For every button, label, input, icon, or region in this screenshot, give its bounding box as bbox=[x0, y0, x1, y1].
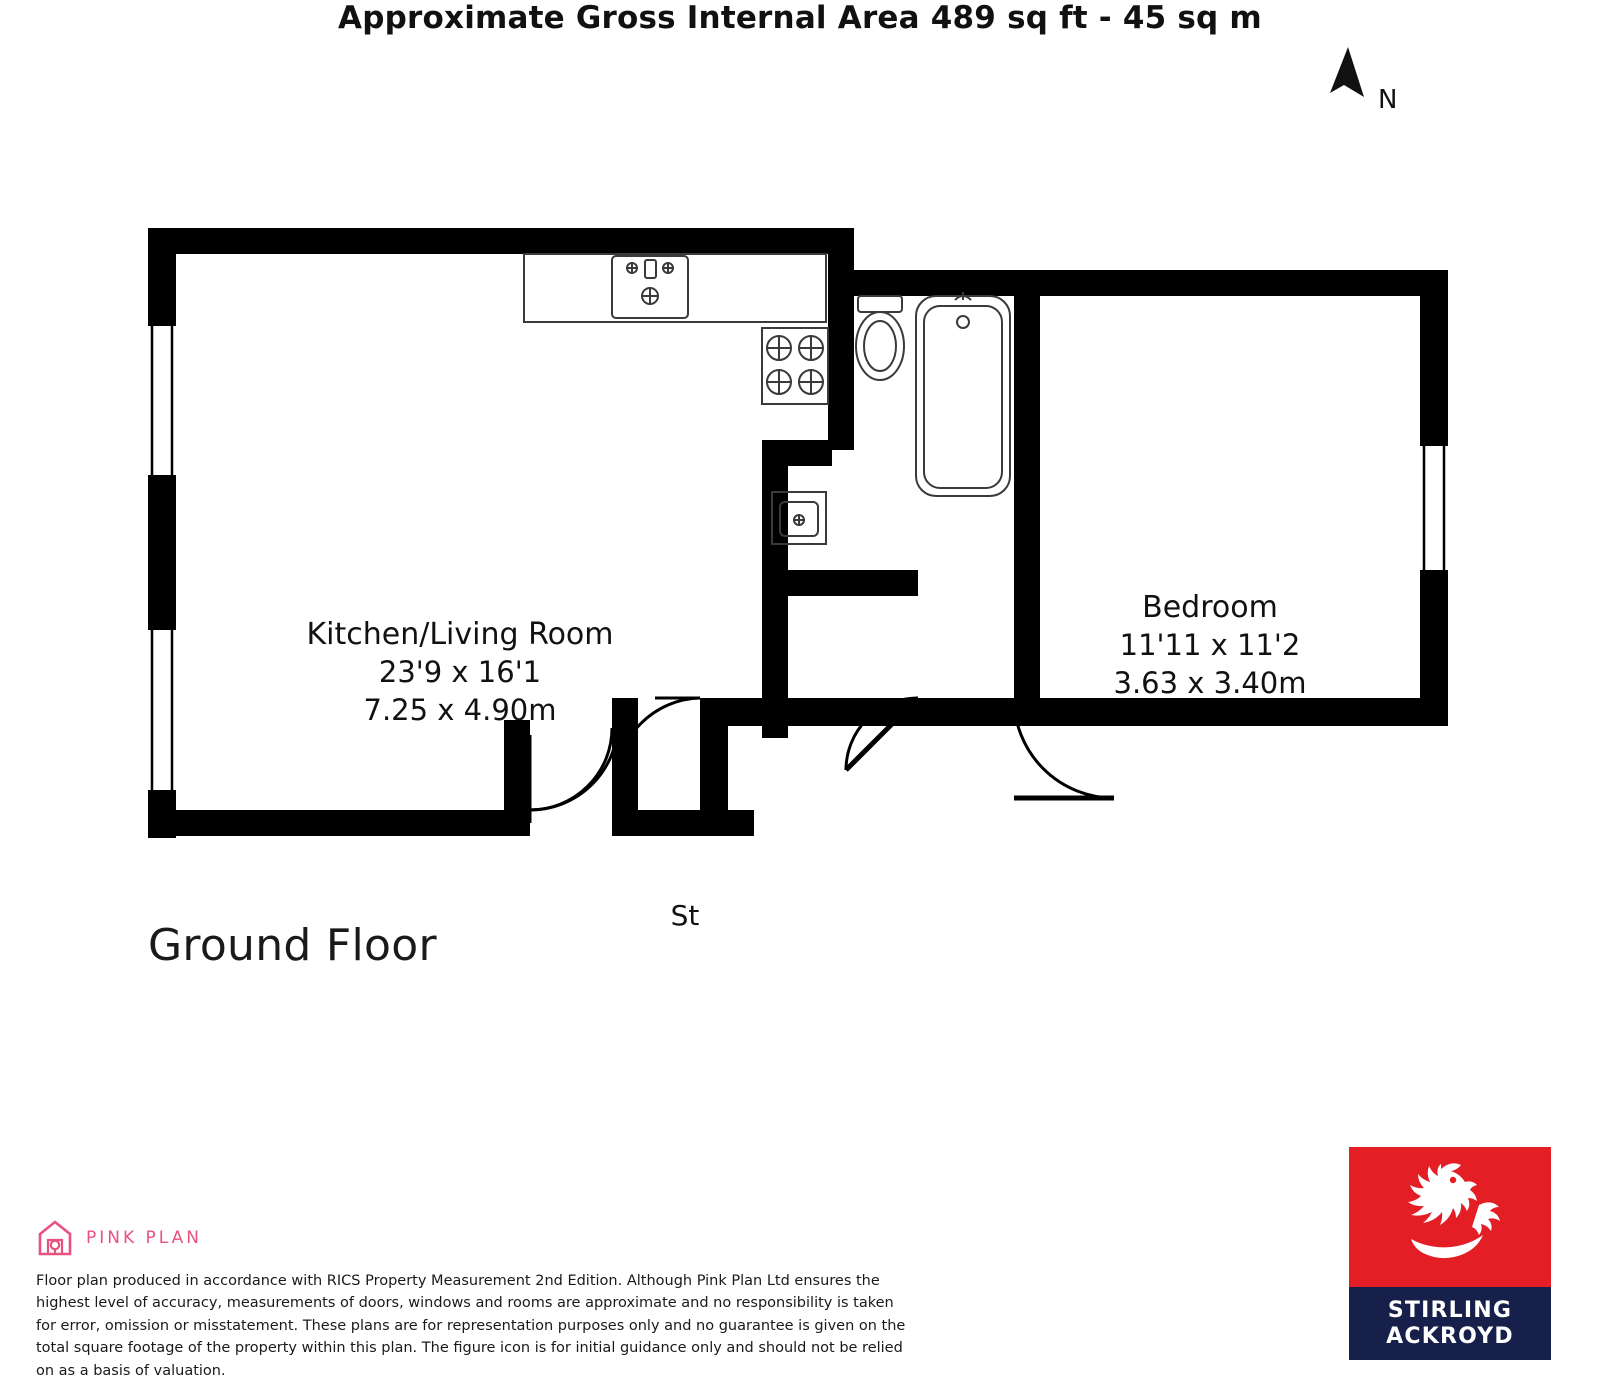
floorplan-svg bbox=[0, 150, 1600, 910]
griffin-crest-icon bbox=[1349, 1147, 1551, 1287]
room-name: Kitchen/Living Room bbox=[306, 617, 614, 652]
pink-plan-brand bbox=[36, 1216, 916, 1260]
hob-icon bbox=[762, 328, 828, 404]
page-title: Approximate Gross Internal Area 489 sq ft - 45 sq m bbox=[338, 0, 1262, 36]
room-dimensions-metric: 7.25 x 4.90m bbox=[363, 692, 557, 727]
compass-north-label: N bbox=[1378, 85, 1398, 115]
pink-plan-house-icon bbox=[36, 1218, 74, 1258]
agency-name-line1: STIRLING bbox=[1387, 1297, 1513, 1323]
room-dimensions-imperial: 11'11 x 11'2 bbox=[1119, 628, 1301, 662]
room-name: Bedroom bbox=[1142, 590, 1278, 625]
producer-block bbox=[36, 1216, 916, 1382]
walls bbox=[148, 228, 1448, 838]
disclaimer-text: Floor plan produced in accordance with RICS Property Measurement 2nd Edition. Although Pink Plan Ltd ensures the highest level of accuracy, measurements of doors, windows and rooms are approximate and no responsibility is taken for error, omission or misstatement. These plans are for representation purposes only and no guarantee is given on the total square footage of the property within this plan. The figure icon is for initial guidance only and should not be relied on as a basis of valuation. bbox=[36, 1273, 906, 1379]
floor-name: Ground Floor bbox=[148, 920, 437, 971]
pink-plan-wordmark: PINK PLAN bbox=[86, 1228, 202, 1248]
room-dimensions-metric: 3.63 x 3.40m bbox=[1113, 665, 1307, 700]
compass bbox=[1316, 45, 1416, 125]
room-label-bedroom bbox=[1040, 588, 1380, 702]
agency-logo bbox=[1349, 1147, 1551, 1360]
room-label-storage: St bbox=[670, 899, 700, 932]
toilet-icon bbox=[856, 296, 904, 380]
room-dimensions-imperial: 23'9 x 16'1 bbox=[378, 655, 542, 689]
agency-name-line2: ACKROYD bbox=[1386, 1323, 1514, 1349]
bathtub-icon bbox=[916, 292, 1010, 496]
floorplan-drawing bbox=[0, 150, 1600, 932]
kitchen-sink-icon bbox=[524, 254, 826, 322]
room-label-kitchen-living-room bbox=[290, 615, 630, 729]
agency-logo-crest-panel bbox=[1349, 1147, 1551, 1287]
agency-name bbox=[1349, 1287, 1551, 1360]
compass-north-arrow-icon bbox=[1316, 45, 1416, 125]
